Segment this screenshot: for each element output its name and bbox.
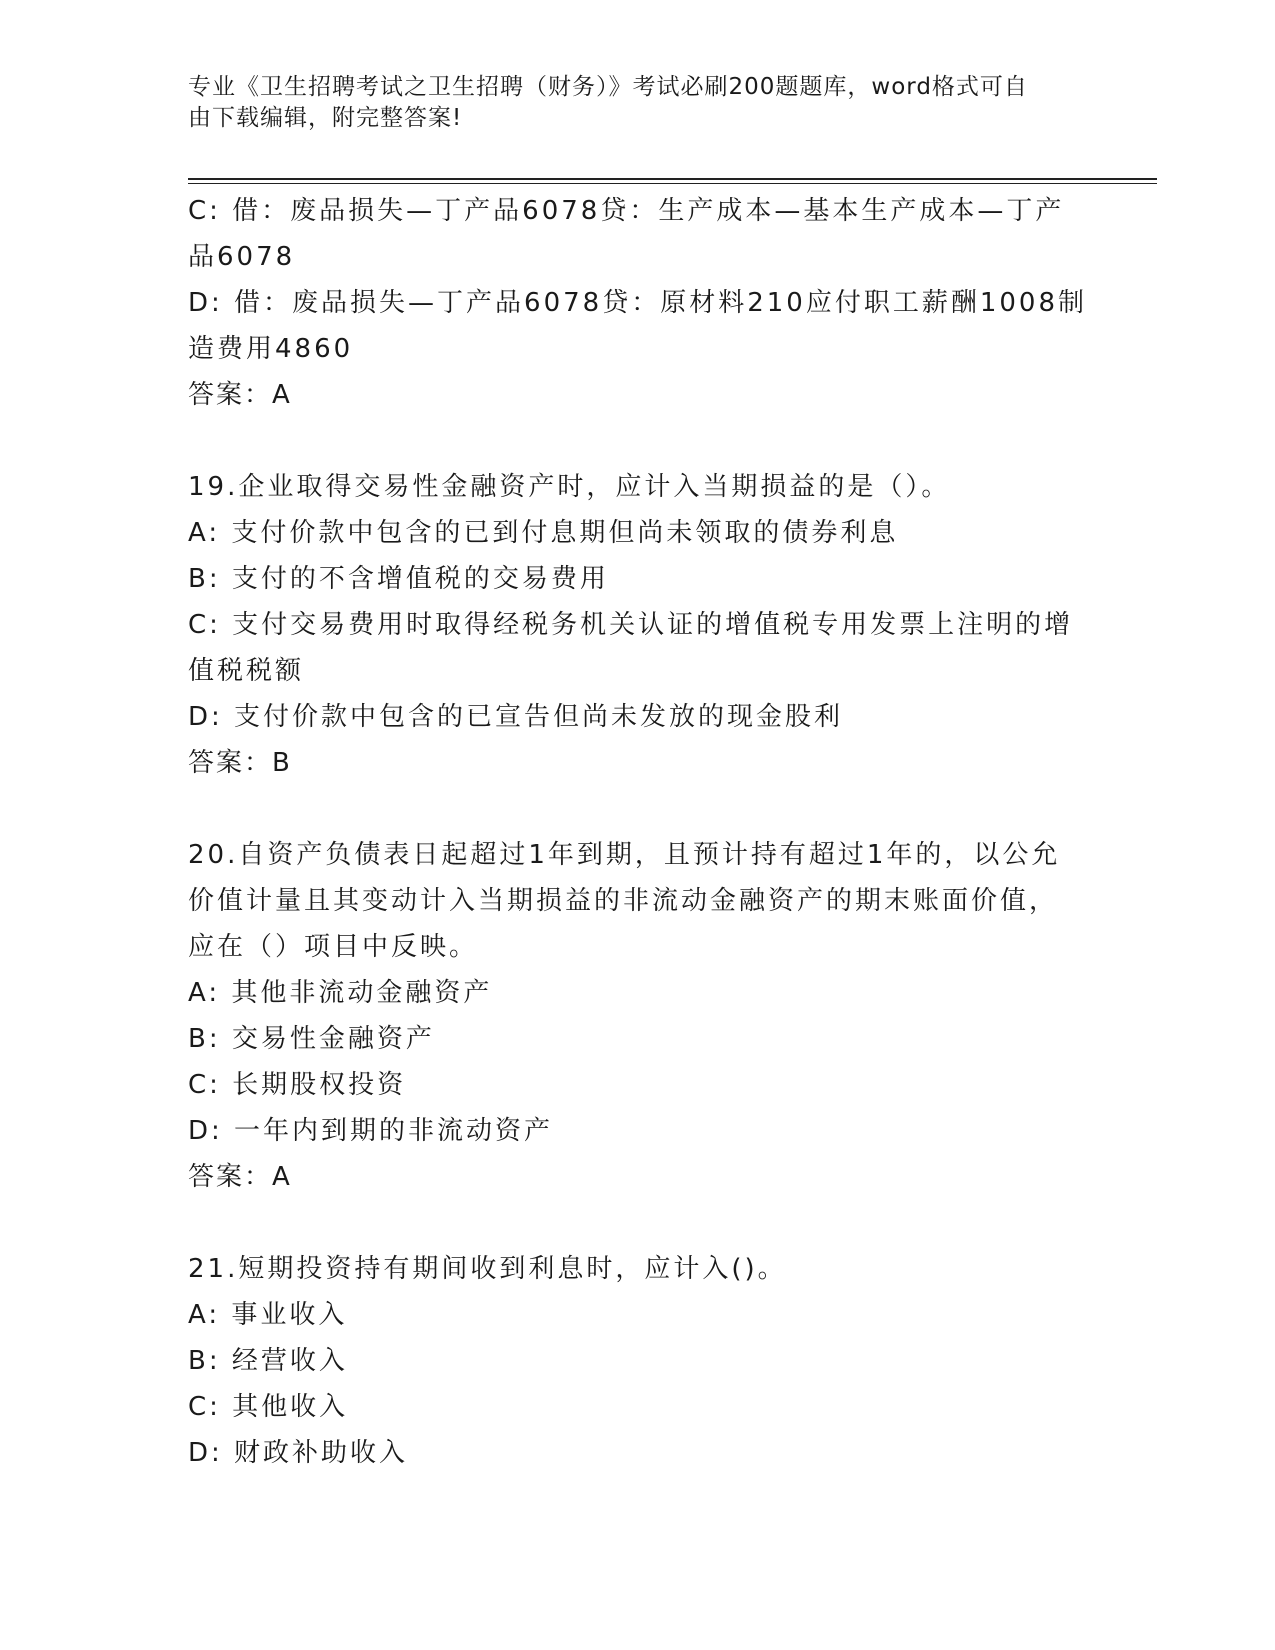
text-line: 值税税额 <box>188 656 305 686</box>
text-line: 21.短期投资持有期间收到利息时，应计入()。 <box>188 1254 787 1284</box>
text-line: C: 长期股权投资 <box>188 1070 407 1100</box>
header-line-2: 由下载编辑，附完整答案! <box>188 105 463 131</box>
text-line: 品6078 <box>188 242 296 272</box>
text-line: C: 借：废品损失—丁产品6078贷：生产成本—基本生产成本—丁产 <box>188 196 1065 226</box>
text-line: D: 一年内到期的非流动资产 <box>188 1116 554 1146</box>
text-line: 20.自资产负债表日起超过1年到期，且预计持有超过1年的，以公允 <box>188 840 1061 870</box>
text-line: C: 其他收入 <box>188 1392 349 1422</box>
text-line: D: 支付价款中包含的已宣告但尚未发放的现金股利 <box>188 702 844 732</box>
header-line-1: 专业《卫生招聘考试之卫生招聘（财务）》考试必刷200题题库，word格式可自 <box>188 74 1028 100</box>
section-gap <box>188 1200 1088 1246</box>
text-line: C: 支付交易费用时取得经税务机关认证的增值税专用发票上注明的增 <box>188 610 1074 640</box>
text-line: A: 事业收入 <box>188 1300 348 1330</box>
text-line: B: 支付的不含增值税的交易费用 <box>188 564 609 594</box>
answer-line: 答案：A <box>188 1162 292 1192</box>
header-divider-thin <box>188 183 1157 184</box>
text-line: A: 支付价款中包含的已到付息期但尚未领取的债券利息 <box>188 518 899 548</box>
text-line: 19.企业取得交易性金融资产时，应计入当期损益的是（）。 <box>188 472 951 502</box>
text-line: B: 交易性金融资产 <box>188 1024 435 1054</box>
text-line: D: 借：废品损失—丁产品6078贷：原材料210应付职工薪酬1008制 <box>188 288 1088 318</box>
section-gap <box>188 786 1088 832</box>
text-line: D: 财政补助收入 <box>188 1438 409 1468</box>
answer-line: 答案：B <box>188 748 292 778</box>
question-content <box>188 188 1088 1476</box>
text-line: A: 其他非流动金融资产 <box>188 978 493 1008</box>
document-header <box>188 72 1088 134</box>
header-divider-thick <box>188 178 1157 180</box>
text-line: 价值计量且其变动计入当期损益的非流动金融资产的期末账面价值， <box>188 886 1059 916</box>
text-line: B: 经营收入 <box>188 1346 348 1376</box>
text-line: 造费用4860 <box>188 334 354 364</box>
section-gap <box>188 418 1088 464</box>
text-line: 应在（）项目中反映。 <box>188 932 479 962</box>
answer-line: 答案：A <box>188 380 292 410</box>
